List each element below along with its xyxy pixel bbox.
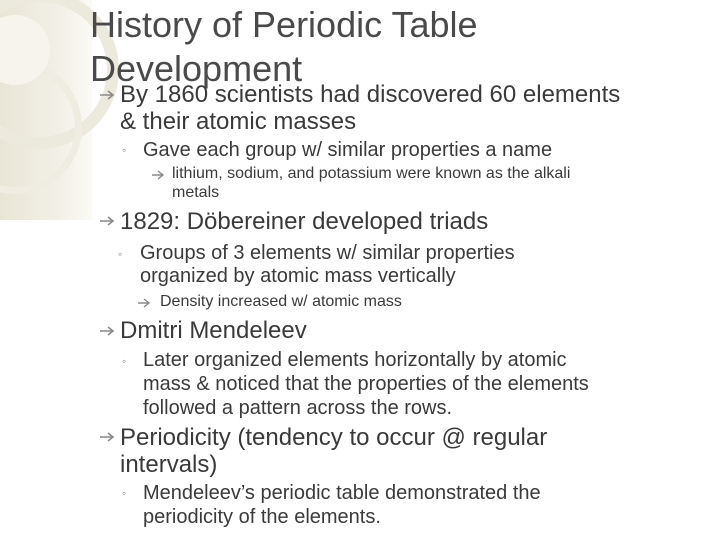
bullet-circle-icon: ◦ (122, 143, 127, 157)
bullet-text: 1829: Döbereiner developed triads (120, 208, 489, 235)
bullet-text: periodicity of the elements. (143, 506, 381, 528)
bullet-text: Later organized elements horizontally by atomic (143, 349, 567, 371)
bullet-arrow-icon (150, 168, 168, 182)
bullet-text: Periodicity (tendency to occur @ regular (120, 424, 548, 451)
bullet-text: metals (172, 184, 220, 201)
bullet-circle-icon: ◦ (122, 354, 127, 368)
bullet-text: Gave each group w/ similar properties a name (143, 139, 553, 161)
bullet-text: By 1860 scientists had discovered 60 elements (120, 81, 621, 108)
bullet-text: Dmitri Mendeleev (120, 317, 307, 344)
slide-title-line-1: History of Periodic Table (90, 4, 478, 45)
bullet-text: intervals) (120, 451, 218, 478)
bullet-text: Groups of 3 elements w/ similar properties (140, 242, 515, 264)
bullet-arrow-icon (98, 324, 118, 338)
bullet-arrow-icon (98, 88, 118, 102)
bullet-arrow-icon (98, 214, 118, 228)
bullet-text: & their atomic masses (120, 108, 357, 135)
bullet-circle-icon: ◦ (122, 486, 127, 500)
bullet-text: lithium, sodium, and potassium were known as the alkali (172, 165, 571, 182)
bullet-text: followed a pattern across the rows. (143, 397, 453, 419)
bullet-text: Mendeleev’s periodic table demonstrated the (143, 482, 541, 504)
slide-title-line-2: Development (90, 48, 303, 89)
bullet-text: mass & noticed that the properties of the elements (143, 373, 589, 395)
bullet-text: Density increased w/ atomic mass (160, 293, 402, 310)
bullet-circle-icon: ◦ (118, 247, 123, 261)
bullet-arrow-icon (98, 430, 118, 444)
bullet-arrow-icon (136, 296, 154, 310)
bullet-text: organized by atomic mass vertically (140, 265, 456, 287)
